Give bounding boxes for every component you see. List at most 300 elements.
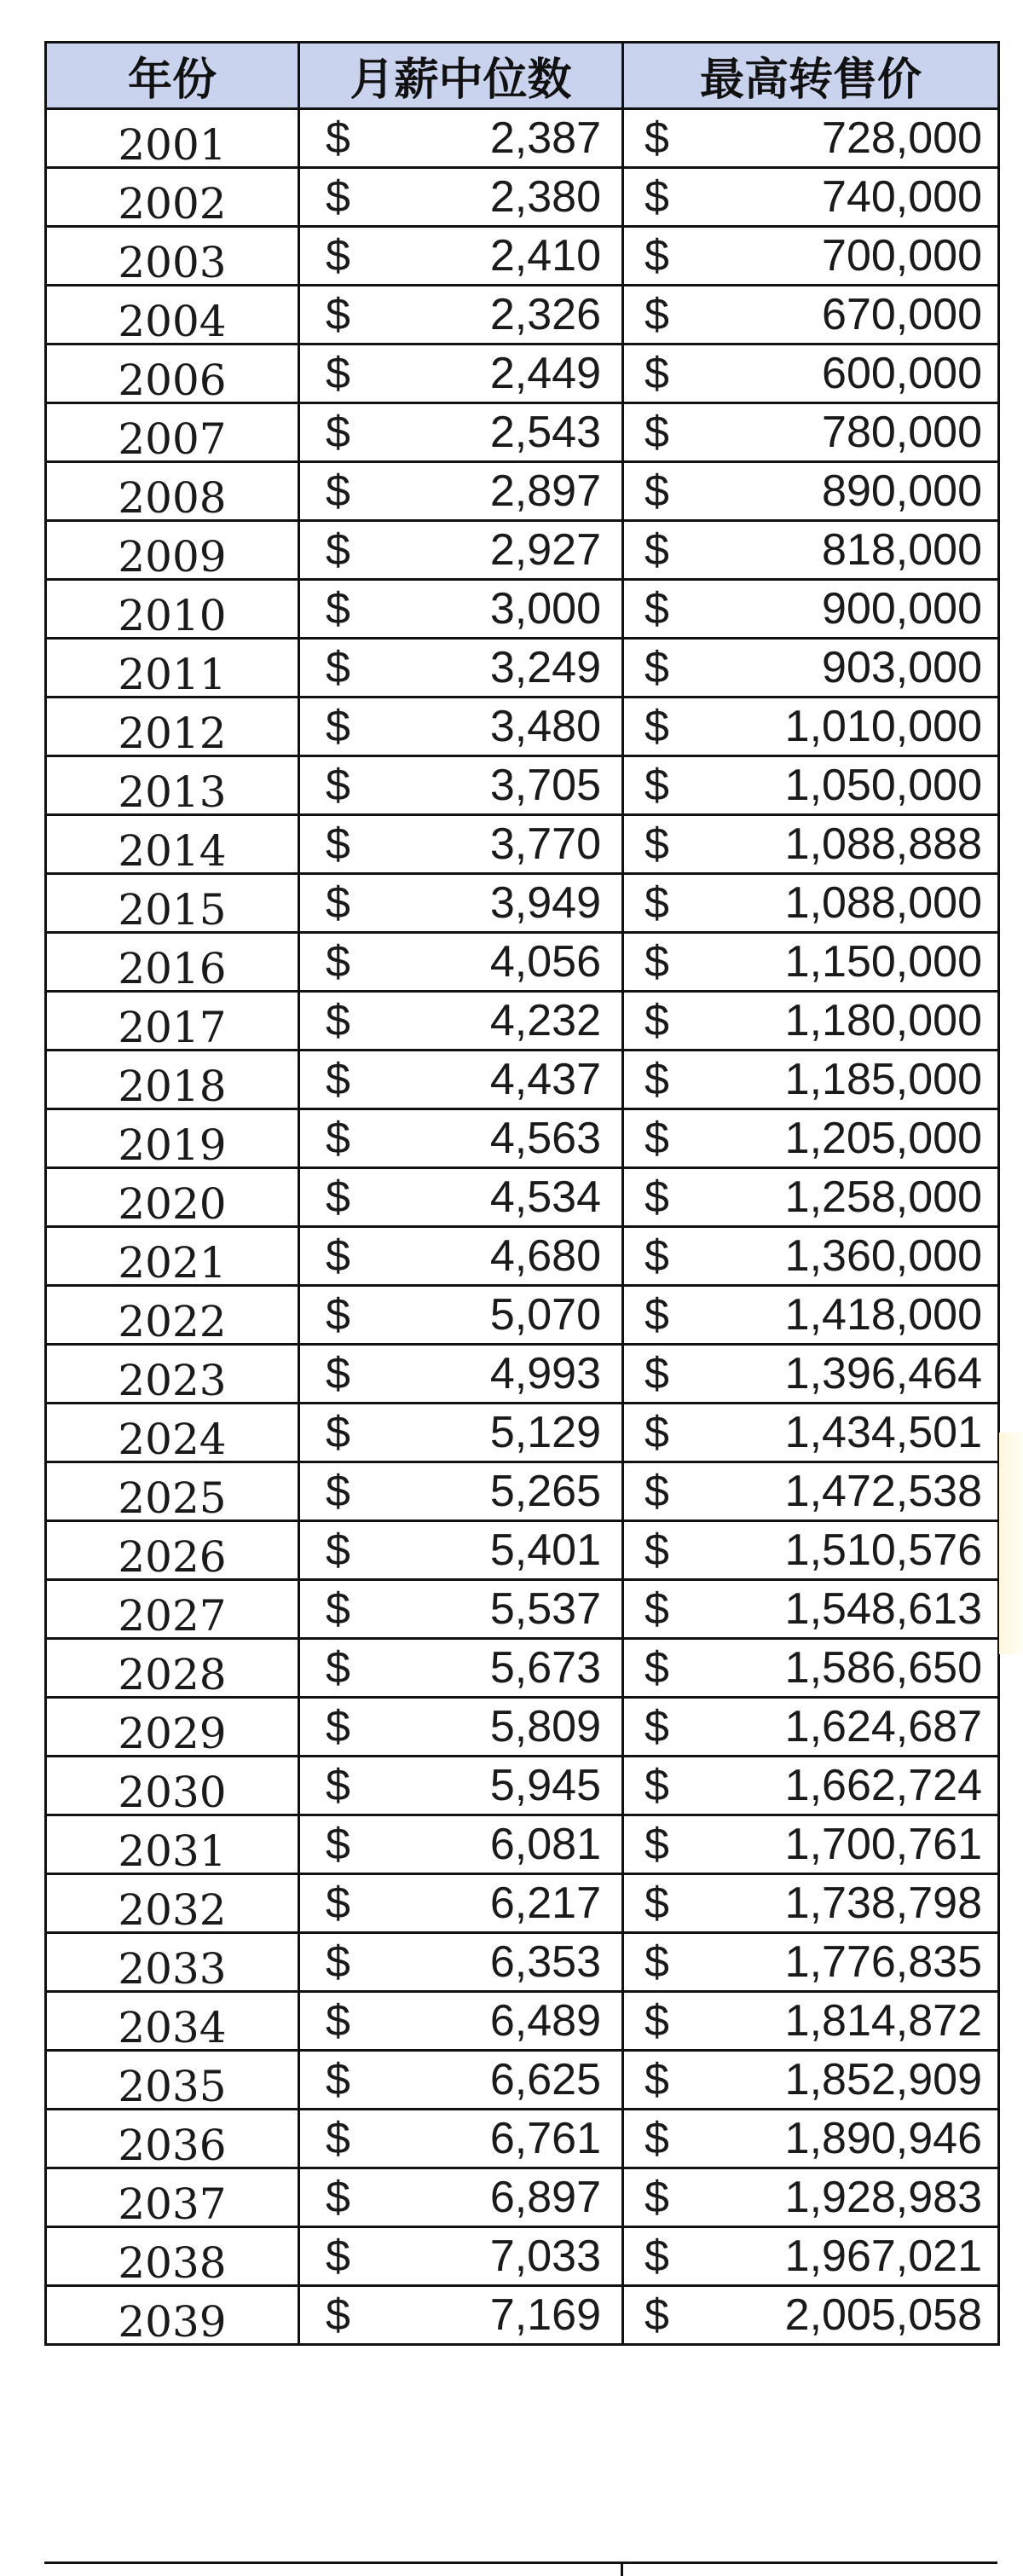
amount: 4,056 xyxy=(489,937,601,987)
currency-symbol: $ xyxy=(644,1055,669,1104)
currency-value xyxy=(300,878,621,928)
table-row xyxy=(46,2227,999,2286)
amount: 6,625 xyxy=(489,2055,601,2104)
cell-year[interactable]: 2039 xyxy=(46,2286,299,2345)
header-median-monthly-salary[interactable]: 月薪中位数 xyxy=(299,43,623,109)
cell-year[interactable]: 2022 xyxy=(46,1286,299,1345)
currency-symbol: $ xyxy=(644,1231,669,1281)
amount: 4,680 xyxy=(489,1231,601,1281)
cell-year[interactable]: 2015 xyxy=(46,874,299,933)
amount: 1,010,000 xyxy=(784,702,982,751)
cell-highest-resale-price[interactable] xyxy=(623,1521,999,1580)
currency-value xyxy=(300,1231,621,1281)
cell-highest-resale-price[interactable] xyxy=(623,1168,999,1227)
cell-highest-resale-price[interactable] xyxy=(623,1462,999,1521)
amount: 1,205,000 xyxy=(784,1114,982,1163)
currency-symbol: $ xyxy=(326,1055,350,1104)
cell-highest-resale-price[interactable] xyxy=(623,2110,999,2168)
currency-symbol: $ xyxy=(644,2114,669,2163)
currency-symbol: $ xyxy=(644,290,669,339)
currency-symbol: $ xyxy=(326,290,350,339)
amount: 890,000 xyxy=(822,466,982,516)
currency-value xyxy=(624,819,997,869)
cell-highest-resale-price[interactable] xyxy=(623,1639,999,1698)
currency-symbol: $ xyxy=(644,2173,669,2222)
table-row xyxy=(46,1345,999,1404)
table-row xyxy=(46,1286,999,1345)
currency-symbol: $ xyxy=(326,761,350,810)
cell-year[interactable]: 2017 xyxy=(46,992,299,1051)
currency-value xyxy=(624,1702,997,1751)
currency-value xyxy=(624,2232,997,2281)
currency-value xyxy=(624,1231,997,1281)
amount: 2,326 xyxy=(489,290,601,339)
currency-value xyxy=(300,2116,621,2161)
currency-value xyxy=(300,172,621,222)
cell-median-salary[interactable] xyxy=(299,756,623,815)
cell-median-salary[interactable] xyxy=(299,1051,623,1109)
cell-highest-resale-price[interactable] xyxy=(623,1933,999,1992)
amount: 2,543 xyxy=(489,408,601,457)
cell-median-salary[interactable] xyxy=(299,286,623,344)
amount: 1,185,000 xyxy=(784,1055,982,1104)
cell-year[interactable]: 2026 xyxy=(46,1521,299,1580)
amount: 1,396,464 xyxy=(784,1349,982,1398)
currency-symbol: $ xyxy=(326,702,350,751)
currency-symbol: $ xyxy=(326,113,350,163)
cell-highest-resale-price[interactable] xyxy=(623,1051,999,1109)
table-body xyxy=(46,109,999,2345)
currency-symbol: $ xyxy=(644,878,669,928)
cell-median-salary[interactable] xyxy=(299,1992,623,2051)
currency-symbol: $ xyxy=(644,1878,669,1928)
currency-symbol: $ xyxy=(644,525,669,575)
amount: 7,169 xyxy=(489,2290,601,2340)
cell-year[interactable]: 2008 xyxy=(46,462,299,521)
table-row xyxy=(46,1404,999,1462)
cell-median-salary[interactable] xyxy=(299,1227,623,1286)
amount: 740,000 xyxy=(822,172,982,222)
currency-symbol: $ xyxy=(644,1290,669,1340)
table-row xyxy=(46,403,999,462)
cell-highest-resale-price[interactable] xyxy=(623,815,999,874)
cell-median-salary[interactable] xyxy=(299,698,623,756)
amount: 1,548,613 xyxy=(784,1584,982,1634)
cell-median-salary[interactable] xyxy=(299,933,623,992)
currency-value xyxy=(624,1643,997,1693)
cell-median-salary[interactable] xyxy=(299,227,623,286)
currency-symbol: $ xyxy=(326,1349,350,1398)
amount: 5,537 xyxy=(489,1584,601,1634)
cell-year[interactable]: 2001 xyxy=(46,109,299,168)
cell-year[interactable]: 2004 xyxy=(46,286,299,344)
currency-symbol: $ xyxy=(644,1937,669,1987)
table-row xyxy=(46,933,999,992)
currency-value xyxy=(300,2175,621,2220)
currency-value xyxy=(624,704,997,749)
cell-year[interactable]: 2035 xyxy=(46,2051,299,2110)
currency-symbol: $ xyxy=(326,1231,350,1281)
cell-median-salary[interactable] xyxy=(299,403,623,462)
currency-value xyxy=(624,645,997,690)
cell-median-salary[interactable] xyxy=(299,1168,623,1227)
currency-symbol: $ xyxy=(326,996,350,1045)
cell-highest-resale-price[interactable] xyxy=(623,874,999,933)
cell-highest-resale-price[interactable] xyxy=(623,698,999,756)
currency-value xyxy=(624,1349,997,1398)
currency-value xyxy=(624,2116,997,2161)
amount: 5,945 xyxy=(489,1761,601,1810)
currency-symbol: $ xyxy=(326,2114,350,2163)
currency-value xyxy=(300,466,621,516)
cell-year[interactable]: 2029 xyxy=(46,1698,299,1757)
currency-value xyxy=(624,1822,997,1867)
cell-highest-resale-price[interactable] xyxy=(623,580,999,639)
cell-median-salary[interactable] xyxy=(299,1757,623,1815)
currency-symbol: $ xyxy=(326,819,350,869)
currency-symbol: $ xyxy=(644,2055,669,2104)
amount: 6,081 xyxy=(489,1820,601,1869)
cell-highest-resale-price[interactable] xyxy=(623,227,999,286)
table-row xyxy=(46,1874,999,1933)
cell-highest-resale-price[interactable] xyxy=(623,462,999,521)
currency-symbol: $ xyxy=(326,878,350,928)
amount: 2,927 xyxy=(489,525,601,575)
currency-value xyxy=(624,878,997,928)
cell-median-salary[interactable] xyxy=(299,344,623,403)
amount: 5,809 xyxy=(489,1702,601,1751)
currency-symbol: $ xyxy=(326,1584,350,1634)
cell-year[interactable]: 2018 xyxy=(46,1051,299,1109)
currency-value xyxy=(624,1057,997,1102)
currency-value xyxy=(624,1584,997,1634)
cell-year[interactable]: 2011 xyxy=(46,639,299,698)
amount: 5,265 xyxy=(489,1467,601,1516)
amount: 1,738,798 xyxy=(784,1878,982,1928)
cell-median-salary[interactable] xyxy=(299,462,623,521)
amount: 1,088,888 xyxy=(784,819,982,869)
currency-value xyxy=(300,584,621,634)
cell-year[interactable]: 2014 xyxy=(46,815,299,874)
currency-value xyxy=(300,351,621,396)
cell-highest-resale-price[interactable] xyxy=(623,168,999,227)
currency-value xyxy=(300,1763,621,1808)
cell-median-salary[interactable] xyxy=(299,874,623,933)
cell-median-salary[interactable] xyxy=(299,1933,623,1992)
cell-median-salary[interactable] xyxy=(299,2110,623,2168)
currency-symbol: $ xyxy=(644,113,669,163)
currency-symbol: $ xyxy=(326,172,350,222)
cell-year[interactable]: 2025 xyxy=(46,1462,299,1521)
cell-highest-resale-price[interactable] xyxy=(623,286,999,344)
currency-value xyxy=(300,1878,621,1928)
cell-year[interactable]: 2006 xyxy=(46,344,299,403)
cell-highest-resale-price[interactable] xyxy=(623,344,999,403)
currency-value xyxy=(300,1057,621,1102)
currency-symbol: $ xyxy=(326,1643,350,1693)
amount: 1,814,872 xyxy=(784,1996,982,2046)
currency-value xyxy=(300,1702,621,1751)
currency-value xyxy=(300,1172,621,1222)
table-row xyxy=(46,992,999,1051)
currency-symbol: $ xyxy=(644,466,669,516)
amount: 4,563 xyxy=(489,1114,601,1163)
cell-year[interactable]: 2031 xyxy=(46,1815,299,1874)
header-highest-resale-price[interactable]: 最高转售价 xyxy=(623,43,999,109)
amount: 6,489 xyxy=(489,1996,601,2046)
table-row xyxy=(46,815,999,874)
cell-median-salary[interactable] xyxy=(299,639,623,698)
currency-value xyxy=(300,937,621,987)
cell-median-salary[interactable] xyxy=(299,815,623,874)
cell-year[interactable]: 2021 xyxy=(46,1227,299,1286)
amount: 4,993 xyxy=(489,1349,601,1398)
cell-median-salary[interactable] xyxy=(299,580,623,639)
currency-symbol: $ xyxy=(644,1467,669,1516)
cell-year[interactable]: 2013 xyxy=(46,756,299,815)
currency-symbol: $ xyxy=(644,1408,669,1457)
currency-value xyxy=(300,996,621,1045)
currency-value xyxy=(300,1584,621,1634)
cell-year[interactable]: 2037 xyxy=(46,2168,299,2227)
currency-symbol: $ xyxy=(644,1820,669,1869)
currency-symbol: $ xyxy=(326,466,350,516)
currency-value xyxy=(300,1116,621,1161)
currency-symbol: $ xyxy=(326,1114,350,1163)
cell-highest-resale-price[interactable] xyxy=(623,521,999,580)
table-row xyxy=(46,1992,999,2051)
amount: 1,662,724 xyxy=(784,1761,982,1810)
cell-highest-resale-price[interactable] xyxy=(623,109,999,168)
cell-year[interactable]: 2028 xyxy=(46,1639,299,1698)
currency-value xyxy=(300,763,621,808)
table-row xyxy=(46,109,999,168)
cell-highest-resale-price[interactable] xyxy=(623,933,999,992)
cell-median-salary[interactable] xyxy=(299,992,623,1051)
cell-year[interactable]: 2034 xyxy=(46,1992,299,2051)
currency-symbol: $ xyxy=(326,1172,350,1222)
amount: 2,410 xyxy=(489,231,601,281)
table-row xyxy=(46,698,999,756)
table-row xyxy=(46,2110,999,2168)
cell-highest-resale-price[interactable] xyxy=(623,403,999,462)
table-row xyxy=(46,286,999,344)
cell-highest-resale-price[interactable] xyxy=(623,1404,999,1462)
table-row xyxy=(46,756,999,815)
cell-year[interactable]: 2009 xyxy=(46,521,299,580)
cell-highest-resale-price[interactable] xyxy=(623,1992,999,2051)
currency-value xyxy=(300,1822,621,1867)
amount: 7,033 xyxy=(489,2232,601,2281)
currency-value xyxy=(624,525,997,575)
currency-symbol: $ xyxy=(326,937,350,987)
cell-year[interactable]: 2010 xyxy=(46,580,299,639)
currency-symbol: $ xyxy=(326,1290,350,1340)
amount: 1,150,000 xyxy=(784,937,982,987)
amount: 900,000 xyxy=(822,584,982,634)
cell-year[interactable]: 2019 xyxy=(46,1109,299,1168)
currency-symbol: $ xyxy=(644,2290,669,2340)
table-row xyxy=(46,1521,999,1580)
currency-symbol: $ xyxy=(644,1114,669,1163)
cell-median-salary[interactable] xyxy=(299,1462,623,1521)
currency-symbol: $ xyxy=(326,2290,350,2340)
cell-median-salary[interactable] xyxy=(299,2168,623,2227)
cell-highest-resale-price[interactable] xyxy=(623,1757,999,1815)
amount: 6,353 xyxy=(489,1937,601,1987)
cell-year[interactable]: 2023 xyxy=(46,1345,299,1404)
currency-value xyxy=(300,292,621,337)
amount: 1,928,983 xyxy=(784,2173,982,2222)
cell-highest-resale-price[interactable] xyxy=(623,1874,999,1933)
cell-highest-resale-price[interactable] xyxy=(623,2051,999,2110)
cell-highest-resale-price[interactable] xyxy=(623,1580,999,1639)
currency-value xyxy=(300,819,621,869)
currency-symbol: $ xyxy=(644,349,669,398)
cell-year[interactable]: 2007 xyxy=(46,403,299,462)
table-row xyxy=(46,874,999,933)
currency-value xyxy=(624,1469,997,1514)
cell-median-salary[interactable] xyxy=(299,521,623,580)
amount: 2,897 xyxy=(489,466,601,516)
currency-value xyxy=(624,937,997,987)
table-row xyxy=(46,1580,999,1639)
cell-highest-resale-price[interactable] xyxy=(623,2227,999,2286)
cell-median-salary[interactable] xyxy=(299,1874,623,1933)
amount: 600,000 xyxy=(822,349,982,398)
cell-highest-resale-price[interactable] xyxy=(623,1815,999,1874)
amount: 903,000 xyxy=(822,643,982,692)
cell-median-salary[interactable] xyxy=(299,1286,623,1345)
table-row xyxy=(46,2286,999,2345)
cell-year[interactable]: 2020 xyxy=(46,1168,299,1227)
currency-symbol: $ xyxy=(326,1467,350,1516)
currency-symbol: $ xyxy=(326,525,350,575)
amount: 780,000 xyxy=(822,408,982,457)
amount: 1,776,835 xyxy=(784,1937,982,1987)
header-year[interactable]: 年份 xyxy=(46,43,299,109)
currency-value xyxy=(624,2290,997,2340)
currency-symbol: $ xyxy=(644,643,669,692)
currency-symbol: $ xyxy=(644,231,669,281)
currency-value xyxy=(624,584,997,634)
currency-value xyxy=(624,172,997,222)
cell-median-salary[interactable] xyxy=(299,1639,623,1698)
cell-year[interactable]: 2033 xyxy=(46,1933,299,1992)
cell-highest-resale-price[interactable] xyxy=(623,756,999,815)
cell-year[interactable]: 2024 xyxy=(46,1404,299,1462)
cell-highest-resale-price[interactable] xyxy=(623,1286,999,1345)
spreadsheet xyxy=(44,41,997,2346)
amount: 3,480 xyxy=(489,702,601,751)
currency-symbol: $ xyxy=(644,1172,669,1222)
cell-median-salary[interactable] xyxy=(299,1580,623,1639)
currency-symbol: $ xyxy=(326,1702,350,1751)
amount: 1,624,687 xyxy=(784,1702,982,1751)
table-row xyxy=(46,521,999,580)
currency-symbol: $ xyxy=(326,1878,350,1928)
cell-highest-resale-price[interactable] xyxy=(623,2168,999,2227)
cell-highest-resale-price[interactable] xyxy=(623,1109,999,1168)
currency-value xyxy=(300,1996,621,2046)
cell-median-salary[interactable] xyxy=(299,2286,623,2345)
currency-value xyxy=(624,1996,997,2046)
cell-highest-resale-price[interactable] xyxy=(623,639,999,698)
currency-symbol: $ xyxy=(644,1761,669,1810)
currency-symbol: $ xyxy=(644,1702,669,1751)
cell-median-salary[interactable] xyxy=(299,1698,623,1757)
currency-symbol: $ xyxy=(644,408,669,457)
cell-year[interactable]: 2016 xyxy=(46,933,299,992)
table-row xyxy=(46,2168,999,2227)
cell-median-salary[interactable] xyxy=(299,1345,623,1404)
cell-highest-resale-price[interactable] xyxy=(623,1227,999,1286)
cell-highest-resale-price[interactable] xyxy=(623,1345,999,1404)
amount: 1,510,576 xyxy=(784,1525,982,1575)
amount: 1,360,000 xyxy=(784,1231,982,1281)
table-row xyxy=(46,168,999,227)
cell-median-salary[interactable] xyxy=(299,2227,623,2286)
table-bottom-border xyxy=(44,2562,997,2576)
amount: 3,949 xyxy=(489,878,601,928)
currency-value xyxy=(624,996,997,1045)
cell-median-salary[interactable] xyxy=(299,2051,623,2110)
cell-year[interactable]: 2036 xyxy=(46,2110,299,2168)
currency-symbol: $ xyxy=(644,996,669,1045)
table-row xyxy=(46,1815,999,1874)
cell-median-salary[interactable] xyxy=(299,109,623,168)
currency-value xyxy=(624,1290,997,1340)
currency-symbol: $ xyxy=(326,1525,350,1575)
amount: 728,000 xyxy=(822,113,982,163)
header-row xyxy=(46,43,999,109)
page-edge-highlight xyxy=(999,1433,1023,1654)
cell-year[interactable]: 2003 xyxy=(46,227,299,286)
cell-median-salary[interactable] xyxy=(299,168,623,227)
amount: 6,761 xyxy=(489,2114,601,2163)
currency-symbol: $ xyxy=(326,1408,350,1457)
currency-symbol: $ xyxy=(644,1584,669,1634)
currency-value xyxy=(624,1410,997,1455)
currency-value xyxy=(300,525,621,575)
cell-year[interactable]: 2030 xyxy=(46,1757,299,1815)
cell-year[interactable]: 2038 xyxy=(46,2227,299,2286)
amount: 3,770 xyxy=(489,819,601,869)
cell-year[interactable]: 2027 xyxy=(46,1580,299,1639)
amount: 3,705 xyxy=(489,761,601,810)
cell-year[interactable]: 2032 xyxy=(46,1874,299,1933)
currency-symbol: $ xyxy=(644,702,669,751)
cell-highest-resale-price[interactable] xyxy=(623,1698,999,1757)
currency-symbol: $ xyxy=(644,1525,669,1575)
currency-value xyxy=(624,763,997,808)
currency-value xyxy=(624,1763,997,1808)
amount: 6,897 xyxy=(489,2173,601,2222)
cell-year[interactable]: 2002 xyxy=(46,168,299,227)
cell-highest-resale-price[interactable] xyxy=(623,2286,999,2345)
table-row xyxy=(46,227,999,286)
amount: 4,232 xyxy=(489,996,601,1045)
cell-median-salary[interactable] xyxy=(299,1815,623,1874)
amount: 1,890,946 xyxy=(784,2114,982,2163)
cell-median-salary[interactable] xyxy=(299,1109,623,1168)
cell-year[interactable]: 2012 xyxy=(46,698,299,756)
cell-median-salary[interactable] xyxy=(299,1404,623,1462)
table-row xyxy=(46,1227,999,1286)
amount: 1,180,000 xyxy=(784,996,982,1045)
cell-highest-resale-price[interactable] xyxy=(623,992,999,1051)
cell-median-salary[interactable] xyxy=(299,1521,623,1580)
